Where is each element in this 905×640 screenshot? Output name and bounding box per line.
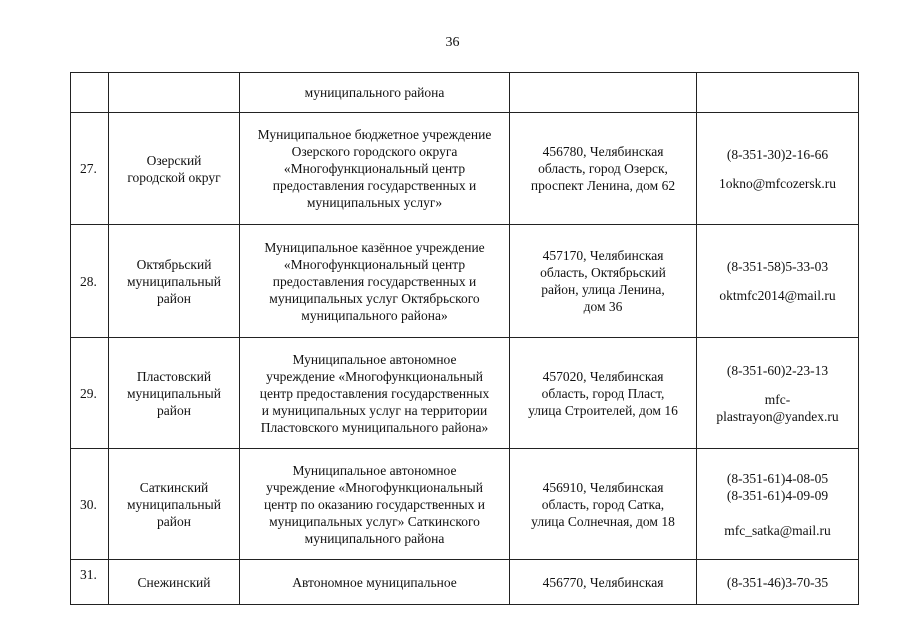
organization-line: предоставления государственных и xyxy=(272,273,477,289)
address-line: область, город Сатка, xyxy=(541,496,665,512)
email-link[interactable]: oktmfc2014@mail.ru xyxy=(719,288,836,303)
organization-line: муниципальных услуг» xyxy=(306,195,443,210)
address-line: дом 36 xyxy=(583,299,623,314)
address-cell xyxy=(510,449,697,560)
area-line: муниципальный xyxy=(127,273,221,289)
area-line: городской округ xyxy=(127,169,221,185)
table-row xyxy=(71,560,859,605)
email-link[interactable]: mfc_satka@mail.ru xyxy=(724,522,831,538)
organization-cell xyxy=(240,338,510,449)
organization-cell xyxy=(240,113,510,225)
address-line: область, город Пласт, xyxy=(541,385,665,401)
organization-cell xyxy=(240,560,510,605)
phone-text: (8-351-61)4-08-05 xyxy=(726,470,829,486)
row-number-cell: 27. xyxy=(71,113,109,225)
table-row xyxy=(71,113,859,225)
area-cell xyxy=(109,113,240,225)
area-line: район xyxy=(157,290,191,306)
contacts-cell xyxy=(697,113,859,225)
organization-line: «Многофункциональный центр xyxy=(283,256,466,272)
organization-line: учреждение «Многофункциональный xyxy=(266,479,483,495)
address-line: проспект Ленина, дом 62 xyxy=(530,178,676,193)
table-row xyxy=(71,449,859,560)
organization-line: муниципальных услуг» Саткинского xyxy=(269,513,480,529)
area-line: Октябрьский xyxy=(136,256,212,272)
area-line: Пластовский xyxy=(136,368,212,384)
page-number: 36 xyxy=(445,35,460,50)
organization-line: муниципального района» xyxy=(301,307,448,323)
organization-line: Муниципальное бюджетное учреждение xyxy=(257,127,492,142)
organization-line: центр предоставления государственных xyxy=(259,385,490,401)
organization-cell xyxy=(240,449,510,560)
row-number-cell: 28. xyxy=(71,225,109,338)
area-line: район xyxy=(157,402,191,418)
row-number-cell: 30. xyxy=(71,449,109,560)
mfc-directory-table xyxy=(70,72,859,605)
address-line: область, Октябрьский xyxy=(540,265,666,280)
address-line: 456780, Челябинская xyxy=(542,144,664,159)
area-line: Снежинский xyxy=(137,574,211,590)
phone-text: (8-351-46)3-70-35 xyxy=(726,574,829,590)
organization-line: Муниципальное казённое учреждение xyxy=(264,239,485,255)
organization-cell xyxy=(240,225,510,338)
organization-line: учреждение «Многофункциональный xyxy=(266,368,483,384)
area-cell xyxy=(109,73,240,113)
organization-line: и муниципальных услуг на территории xyxy=(261,402,488,418)
address-cell xyxy=(510,225,697,338)
area-line: муниципальный xyxy=(127,385,221,401)
organization-line: Озерского городского округа xyxy=(291,144,458,159)
phone-text: (8-351-58)5-33-03 xyxy=(726,259,829,274)
row-number-cell: 31. xyxy=(71,560,109,605)
area-line: муниципальный xyxy=(127,496,221,512)
contacts-cell xyxy=(697,73,859,113)
area-cell xyxy=(109,338,240,449)
phone-text: (8-351-60)2-23-13 xyxy=(726,362,829,378)
address-line: 457170, Челябинская xyxy=(542,248,664,263)
organization-line: Автономное муниципальное xyxy=(292,574,457,590)
organization-line: муниципального района xyxy=(304,85,445,100)
email-link[interactable]: mfc- xyxy=(764,391,791,407)
area-cell xyxy=(109,560,240,605)
area-line: Саткинский xyxy=(139,479,209,495)
address-cell xyxy=(510,73,697,113)
organization-line: муниципального района xyxy=(304,530,445,546)
organization-line: «Многофункциональный центр xyxy=(283,161,466,176)
address-cell xyxy=(510,113,697,225)
area-line: район xyxy=(157,513,191,529)
phone-text: (8-351-61)4-09-09 xyxy=(726,487,829,503)
phone-text: (8-351-30)2-16-66 xyxy=(726,146,829,162)
email-link[interactable]: plastrayon@yandex.ru xyxy=(716,408,839,424)
address-line: улица Солнечная, дом 18 xyxy=(531,513,675,529)
contacts-cell xyxy=(697,449,859,560)
address-line: 456910, Челябинская xyxy=(542,479,664,495)
organization-line: Пластовского муниципального района» xyxy=(260,419,489,435)
organization-line: муниципальных услуг Октябрьского xyxy=(269,290,480,306)
address-line: область, город Озерск, xyxy=(538,161,668,176)
table-row xyxy=(71,338,859,449)
contacts-cell xyxy=(697,338,859,449)
row-number-cell xyxy=(71,73,109,113)
address-cell xyxy=(510,338,697,449)
organization-line: Муниципальное автономное xyxy=(292,462,457,478)
row-number-cell: 29. xyxy=(71,338,109,449)
address-cell xyxy=(510,560,697,605)
contacts-cell xyxy=(697,225,859,338)
table-row xyxy=(71,73,859,113)
area-line: Озерский xyxy=(146,152,202,168)
address-line: 457020, Челябинская xyxy=(542,368,664,384)
area-cell xyxy=(109,225,240,338)
area-cell xyxy=(109,449,240,560)
organization-cell xyxy=(240,73,510,113)
address-line: 456770, Челябинская xyxy=(542,574,664,590)
address-line: улица Строителей, дом 16 xyxy=(528,402,678,418)
table-row xyxy=(71,225,859,338)
organization-line: предоставления государственных и xyxy=(272,178,477,193)
email-link[interactable]: 1okno@mfcozersk.ru xyxy=(718,175,837,191)
contacts-cell xyxy=(697,560,859,605)
organization-line: Муниципальное автономное xyxy=(292,351,457,367)
address-line: район, улица Ленина, xyxy=(541,282,665,297)
organization-line: центр по оказанию государственных и xyxy=(264,496,485,512)
